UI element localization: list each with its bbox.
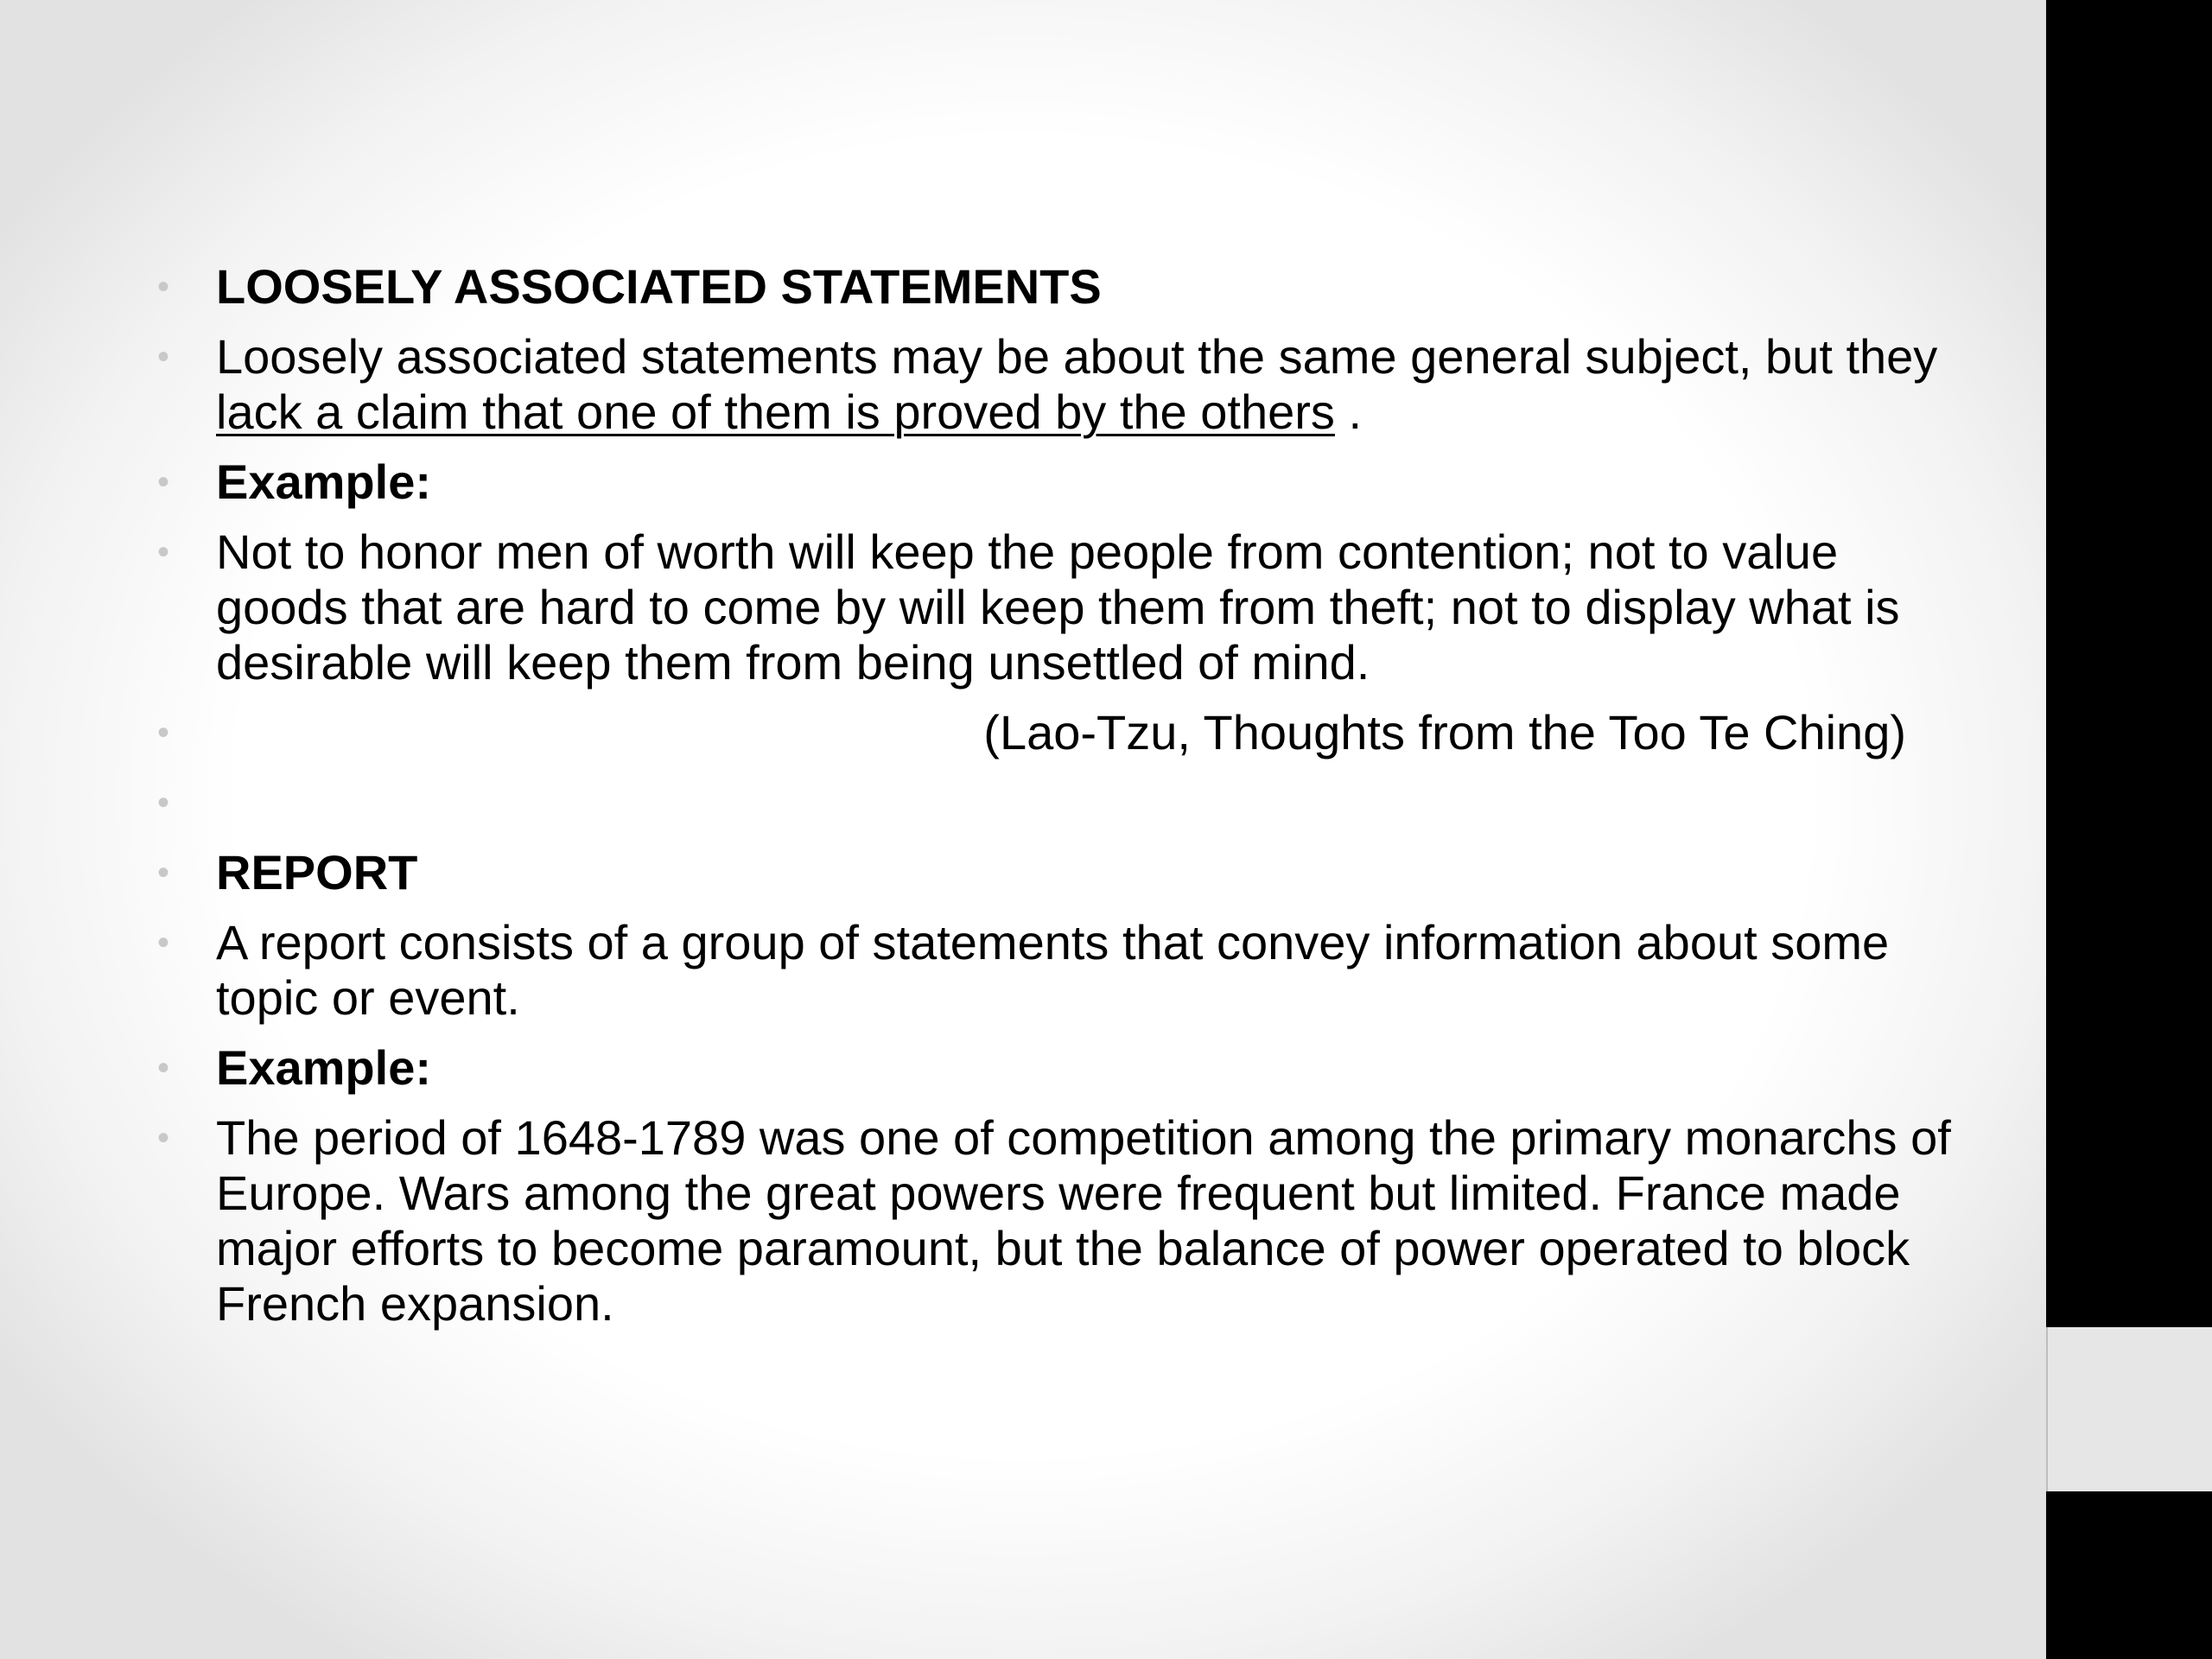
example-paragraph: The period of 1648-1789 was one of competition among the primary monarchs of Europe. Wars among the great powers were frequent but limited. France made major efforts to become paramount, but the balance of power operated to block French expansion. xyxy=(216,1110,1951,1331)
bullet-icon: • xyxy=(157,463,170,501)
definition-text: Loosely associated statements may be about the same general subject, but they xyxy=(216,329,1938,384)
bullet-icon: • xyxy=(157,854,170,892)
example-quote: Not to honor men of worth will keep the people from contention; not to value goods that are hard to come by will keep them from theft; not to display what is desirable will keep them from being unsettled of mind. xyxy=(216,524,1900,690)
section-heading: LOOSELY ASSOCIATED STATEMENTS xyxy=(216,259,1102,314)
bullet-icon: • xyxy=(157,533,170,571)
bullet-icon: • xyxy=(157,924,170,962)
list-item xyxy=(157,259,1955,315)
list-item xyxy=(157,775,1955,830)
side-panel-top xyxy=(2046,0,2212,1327)
bullet-icon: • xyxy=(157,784,170,822)
list-item xyxy=(157,1040,1955,1096)
bullet-icon: • xyxy=(157,1049,170,1087)
list-item xyxy=(157,454,1955,510)
bullet-list xyxy=(157,259,1955,1346)
list-item xyxy=(157,329,1955,440)
bullet-icon: • xyxy=(157,714,170,752)
list-item xyxy=(157,1110,1955,1332)
list-item xyxy=(157,845,1955,900)
list-item xyxy=(157,915,1955,1026)
bullet-icon: • xyxy=(157,338,170,376)
example-label: Example: xyxy=(216,1040,431,1095)
example-label: Example: xyxy=(216,454,431,509)
bullet-icon: • xyxy=(157,268,170,306)
section-heading: REPORT xyxy=(216,845,418,899)
definition-text: A report consists of a group of statements that convey information about some topic or event. xyxy=(216,915,1890,1025)
definition-end: . xyxy=(1334,385,1363,439)
bullet-icon: • xyxy=(157,1119,170,1157)
side-panel-bottom xyxy=(2046,1491,2212,1659)
side-panel-middle xyxy=(2046,1327,2212,1491)
underlined-phrase: lack a claim that one of them is proved by the others xyxy=(216,385,1335,439)
quote-attribution: (Lao-Tzu, Thoughts from the Too Te Ching) xyxy=(983,705,1906,760)
list-item xyxy=(157,705,1955,760)
list-item xyxy=(157,524,1955,690)
